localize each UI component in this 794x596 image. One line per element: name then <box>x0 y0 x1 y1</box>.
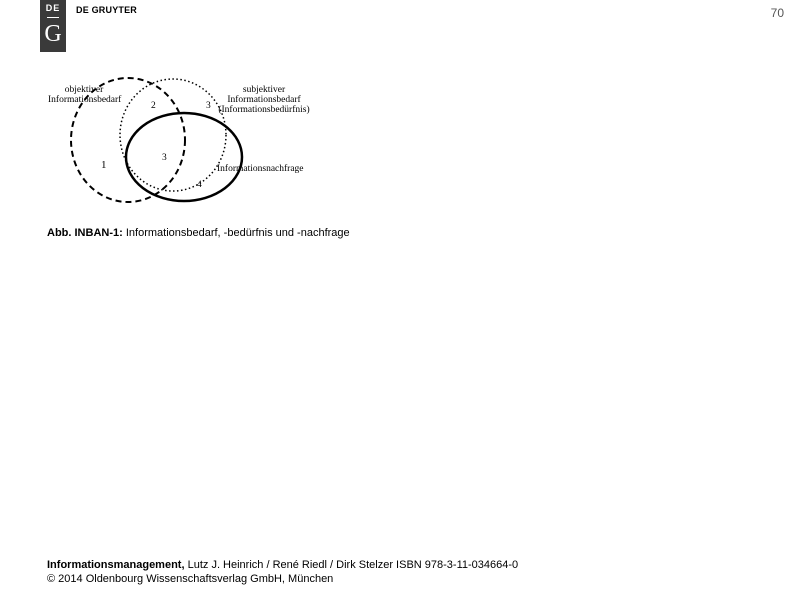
caption-text: Informationsbedarf, -bedürfnis und -nachfrage <box>125 227 350 239</box>
subjective-need-circle <box>120 79 226 191</box>
page-footer <box>47 558 518 586</box>
objective-need-label <box>48 85 120 105</box>
page-number: 70 <box>770 6 784 20</box>
figure-caption <box>47 227 350 239</box>
information-demand-label: Informationsnachfrage <box>217 164 304 174</box>
subjective-need-label-line1: subjektiver <box>242 85 286 95</box>
region-4-label: 4 <box>197 180 202 190</box>
information-demand-circle <box>126 113 242 201</box>
region-1-label: 1 <box>101 159 107 171</box>
copyright-line: © 2014 Oldenbourg Wissenschaftsverlag GmbH, München <box>47 573 334 585</box>
subjective-need-label <box>216 85 312 115</box>
subjective-need-label-line3: (Informationsbedürfnis) <box>218 105 310 115</box>
region-2-label: 2 <box>151 101 156 111</box>
venn-diagram <box>40 70 330 210</box>
region-3-upper-label: 3 <box>206 101 211 111</box>
publisher-name: DE GRUYTER <box>76 5 138 15</box>
caption-label: Abb. INBAN-1: <box>47 227 123 239</box>
publisher-logo <box>40 0 66 52</box>
subjective-need-label-line2: Informationsbedarf <box>227 95 301 105</box>
authors-isbn: Lutz J. Heinrich / René Riedl / Dirk Stelzer ISBN 978-3-11-034664-0 <box>187 559 519 571</box>
logo-de-text: DE <box>45 3 61 13</box>
logo-g-text: G <box>44 21 62 47</box>
footer-line-1 <box>47 558 518 572</box>
objective-need-label-line2: Informationsbedarf <box>48 95 122 105</box>
region-3-center-label: 3 <box>162 153 167 163</box>
book-title: Informationsmanagement, <box>47 559 185 571</box>
logo-divider <box>47 17 59 18</box>
objective-need-label-line1: objektiver <box>64 85 104 95</box>
